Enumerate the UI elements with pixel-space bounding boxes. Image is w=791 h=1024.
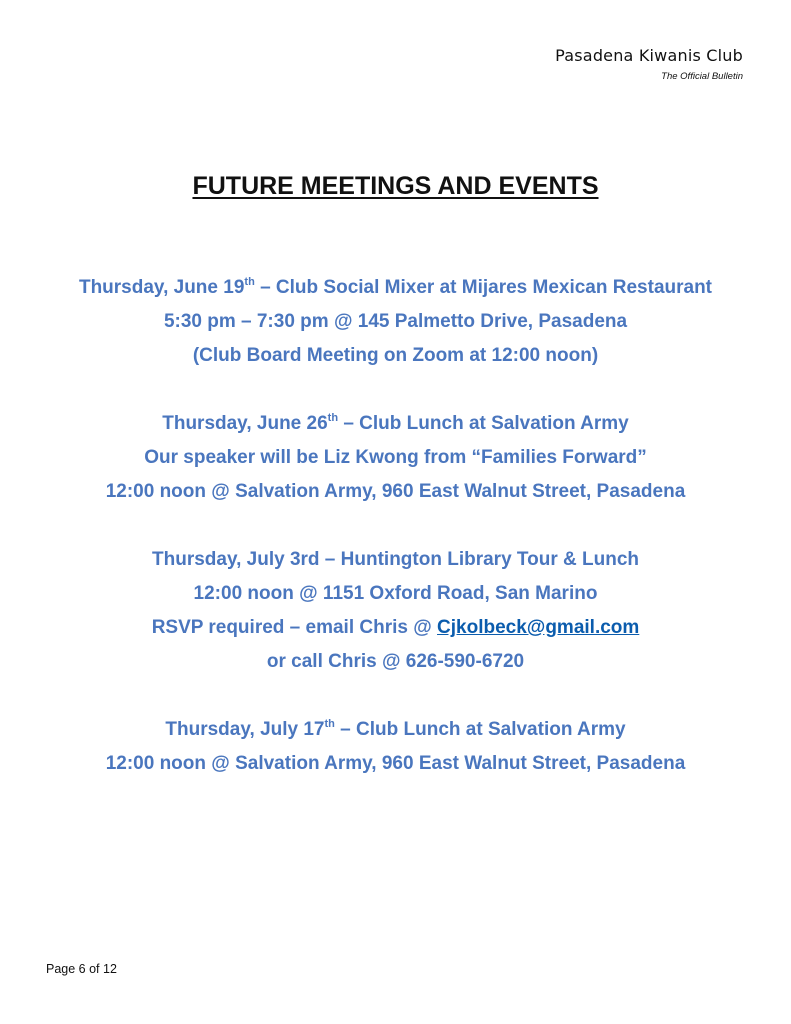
event-day: Thursday, June 26: [162, 413, 328, 434]
event-title: – Club Lunch at Salvation Army: [334, 719, 626, 740]
event-detail: Our speaker will be Liz Kwong from “Families Forward”: [144, 447, 647, 468]
rsvp-text: RSVP required – email Chris @: [151, 617, 438, 638]
event-rsvp: [0, 616, 791, 650]
bulletin-subtitle: The Official Bulletin: [661, 71, 743, 82]
event-june-19: [0, 276, 791, 378]
page-title: [0, 172, 791, 201]
event-title: – Club Social Mixer at Mijares Mexican Restaurant: [254, 277, 713, 298]
event-heading: [0, 276, 791, 310]
event-heading: [0, 412, 791, 446]
event-detail: 12:00 noon @ 1151 Oxford Road, San Marino: [193, 583, 598, 604]
event-detail: 12:00 noon @ Salvation Army, 960 East Walnut Street, Pasadena: [105, 753, 686, 774]
event-day: Thursday, June 19: [78, 277, 245, 298]
event-detail: or call Chris @ 626-590-6720: [266, 651, 525, 672]
page-title-text: FUTURE MEETINGS AND EVENTS: [192, 172, 599, 200]
event-day: Thursday, July 17: [165, 719, 325, 740]
event-heading: [0, 718, 791, 752]
event-detail: (Club Board Meeting on Zoom at 12:00 noon): [192, 345, 599, 366]
org-name: Pasadena Kiwanis Club: [555, 46, 743, 65]
events-list: [0, 276, 791, 820]
email-link[interactable]: Cjkolbeck@gmail.com: [437, 617, 640, 638]
event-june-26: [0, 412, 791, 514]
event-july-17: [0, 718, 791, 786]
page-number: Page 6 of 12: [46, 962, 117, 976]
event-heading: Thursday, July 3rd – Huntington Library Tour & Lunch: [152, 549, 639, 570]
event-detail: 5:30 pm – 7:30 pm @ 145 Palmetto Drive, Pasadena: [163, 311, 628, 332]
event-july-3: [0, 548, 791, 684]
ordinal-suffix: th: [324, 718, 335, 730]
event-detail: 12:00 noon @ Salvation Army, 960 East Walnut Street, Pasadena: [105, 481, 686, 502]
event-title: – Club Lunch at Salvation Army: [338, 413, 629, 434]
ordinal-suffix: th: [244, 276, 255, 288]
ordinal-suffix: th: [327, 412, 339, 424]
